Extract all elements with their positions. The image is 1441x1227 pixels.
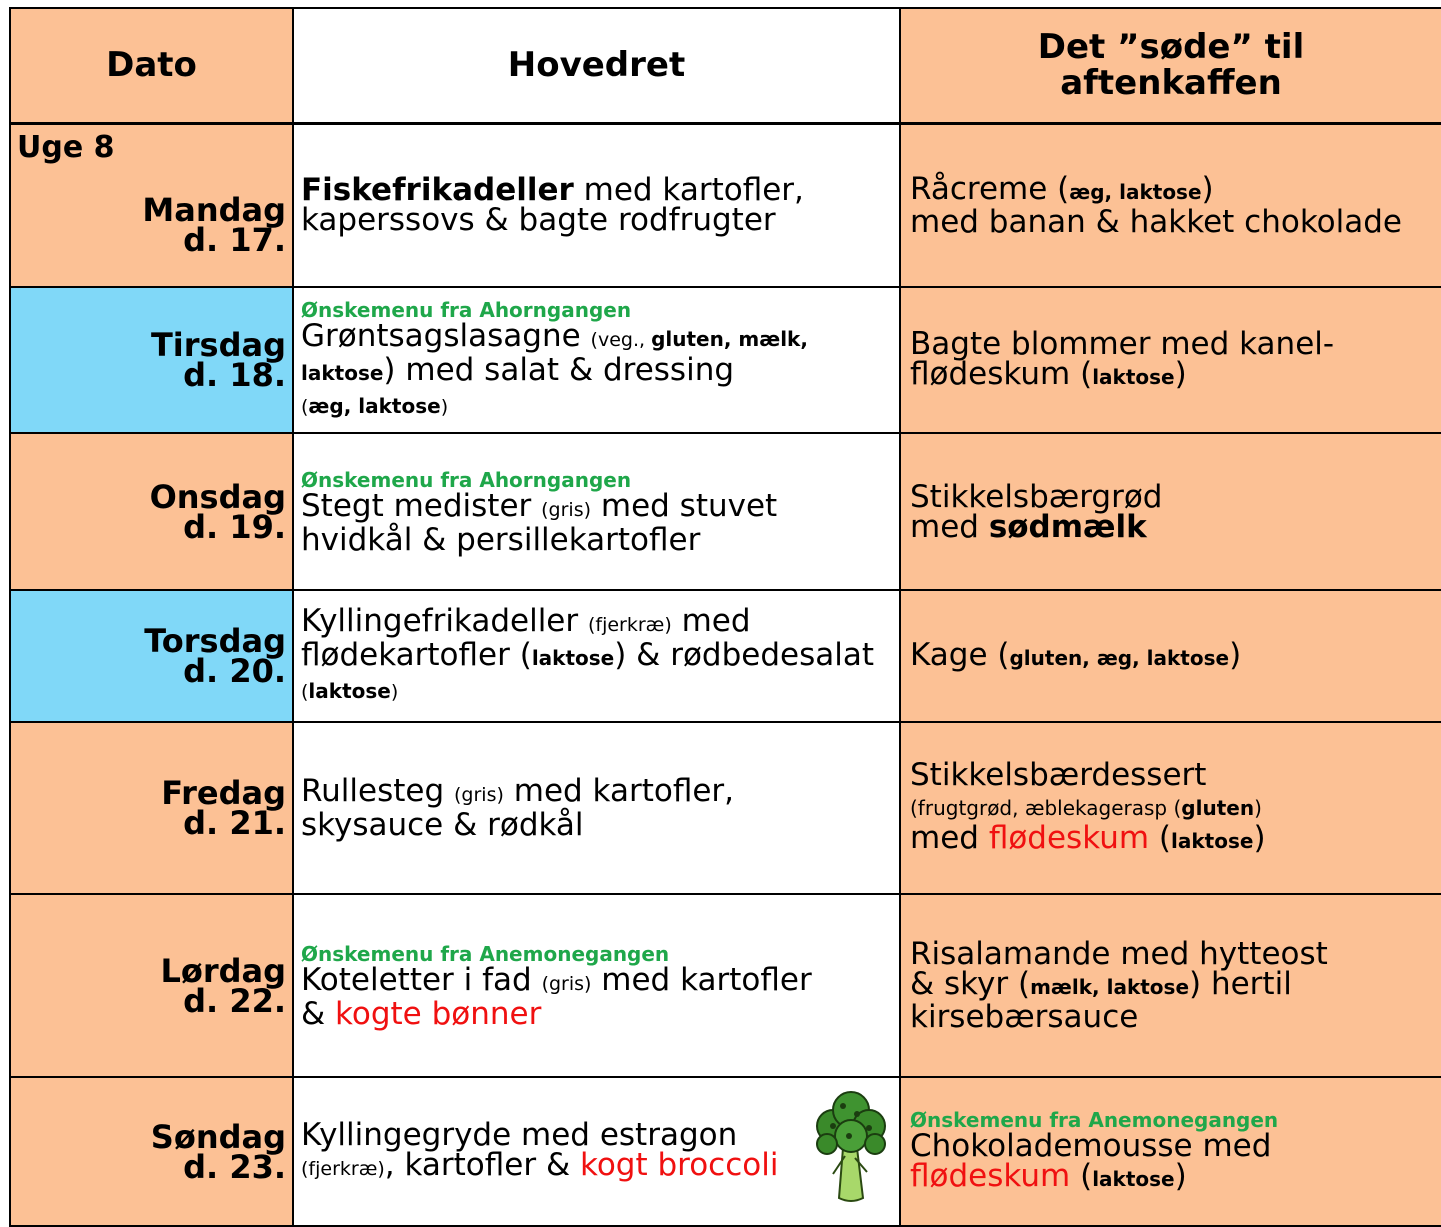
dessert-cell: Stikkelsbærdessert (frugtgrød, æblekagerasp (gluten) med flødeskum (laktose) [900,722,1441,894]
dessert-cell: Ønskemenu fra Anemonegangen Chokolademousse med flødeskum (laktose) [900,1077,1441,1226]
day-name: Fredag [161,774,286,812]
wish-menu-label: Ønskemenu fra Anemonegangen [910,1108,1279,1132]
allergen: æg, laktose [1069,179,1202,204]
main-course-cell: Ønskemenu fra Ahorngangen Grøntsagslasagne (veg., gluten, mælk, laktose) med salat & dressing (æg, laktose) [293,287,900,433]
allergen: laktose [308,678,391,703]
dessert-cell: Kage (gluten, æg, laktose) [900,590,1441,722]
weekly-menu-table [9,7,1441,1227]
day-name: Onsdag [149,477,286,516]
day-name: Mandag [142,191,286,230]
allergen: æg, laktose [308,393,441,418]
header-main-course: Hovedret [293,8,900,123]
table-row [10,123,1441,287]
allergen: gluten, æg, laktose [1009,645,1230,670]
main-course-cell: Rullesteg (gris) med kartofler, skysauce & rødkål [293,722,900,894]
allergen: laktose [531,645,615,670]
header-date: Dato [10,8,293,123]
day-name: Søndag [150,1117,286,1156]
allergen: gluten, mælk, [651,326,808,351]
day-date: d. 20. [183,652,286,690]
day-date: d. 17. [183,221,286,260]
date-cell [10,894,293,1077]
allergen: laktose [1171,829,1254,853]
day-date: d. 23. [183,1147,286,1186]
wish-menu-label: Ønskemenu fra Ahorngangen [301,467,632,492]
dessert-cell: Bagte blommer med kanel- flødeskum (laktose) [900,287,1441,433]
dessert-cell: Stikkelsbærgrød med sødmælk [900,433,1441,590]
wish-menu-label: Ønskemenu fra Anemonegangen [301,941,670,966]
dish-name: Fiskefrikadeller [301,172,574,209]
dessert-cell: Risalamande med hytteost & skyr (mælk, laktose) hertil kirsebærsauce [900,894,1441,1077]
header-dessert [900,8,1441,123]
main-course-cell: Ønskemenu fra Ahorngangen Stegt medister (gris) med stuvet hvidkål & persillekartofler [293,433,900,590]
allergen: laktose [301,360,384,385]
date-cell [10,287,293,433]
date-cell [10,590,293,722]
day-date: d. 22. [183,981,286,1020]
day-date: d. 21. [183,804,286,842]
date-cell [10,123,293,287]
main-course-cell: Fiskefrikadeller med kartofler, kaperssovs & bagte rodfrugter [293,123,900,287]
date-cell [10,433,293,590]
day-name: Torsdag [144,622,286,660]
allergen: mælk, laktose [1030,975,1190,999]
main-course-cell: Kyllingegryde med estragon (fjerkræ), kartofler & kogt broccoli [293,1077,900,1226]
header-row [10,8,1441,123]
table-row [10,590,1441,722]
date-cell [10,722,293,894]
table-row [10,1077,1441,1226]
broccoli-icon [813,1086,889,1206]
day-name: Tirsdag [150,326,286,364]
main-course-cell: Kyllingefrikadeller (fjerkræ) med flødekartofler (laktose) & rødbedesalat (laktose) [293,590,900,722]
table-row [10,433,1441,590]
allergen: laktose [1092,1167,1175,1191]
table-row [10,722,1441,894]
day-date: d. 19. [183,507,286,546]
dessert-cell: Råcreme (æg, laktose) med banan & hakket chokolade [900,123,1441,287]
header-dessert-line1: Det ”søde” til [1037,27,1305,68]
header-dessert-line2: aftenkaffen [1060,63,1282,104]
wish-menu-label: Ønskemenu fra Ahorngangen [301,297,632,322]
main-course-cell: Ønskemenu fra Anemonegangen Koteletter i fad (gris) med kartofler & kogte bønner [293,894,900,1077]
week-label: Uge 8 [17,129,115,165]
allergen: laktose [1092,364,1175,389]
date-cell [10,1077,293,1226]
day-date: d. 18. [183,356,286,394]
table-row [10,287,1441,433]
day-name: Lørdag [160,951,286,990]
table-row [10,894,1441,1077]
allergen: gluten [1181,796,1255,820]
